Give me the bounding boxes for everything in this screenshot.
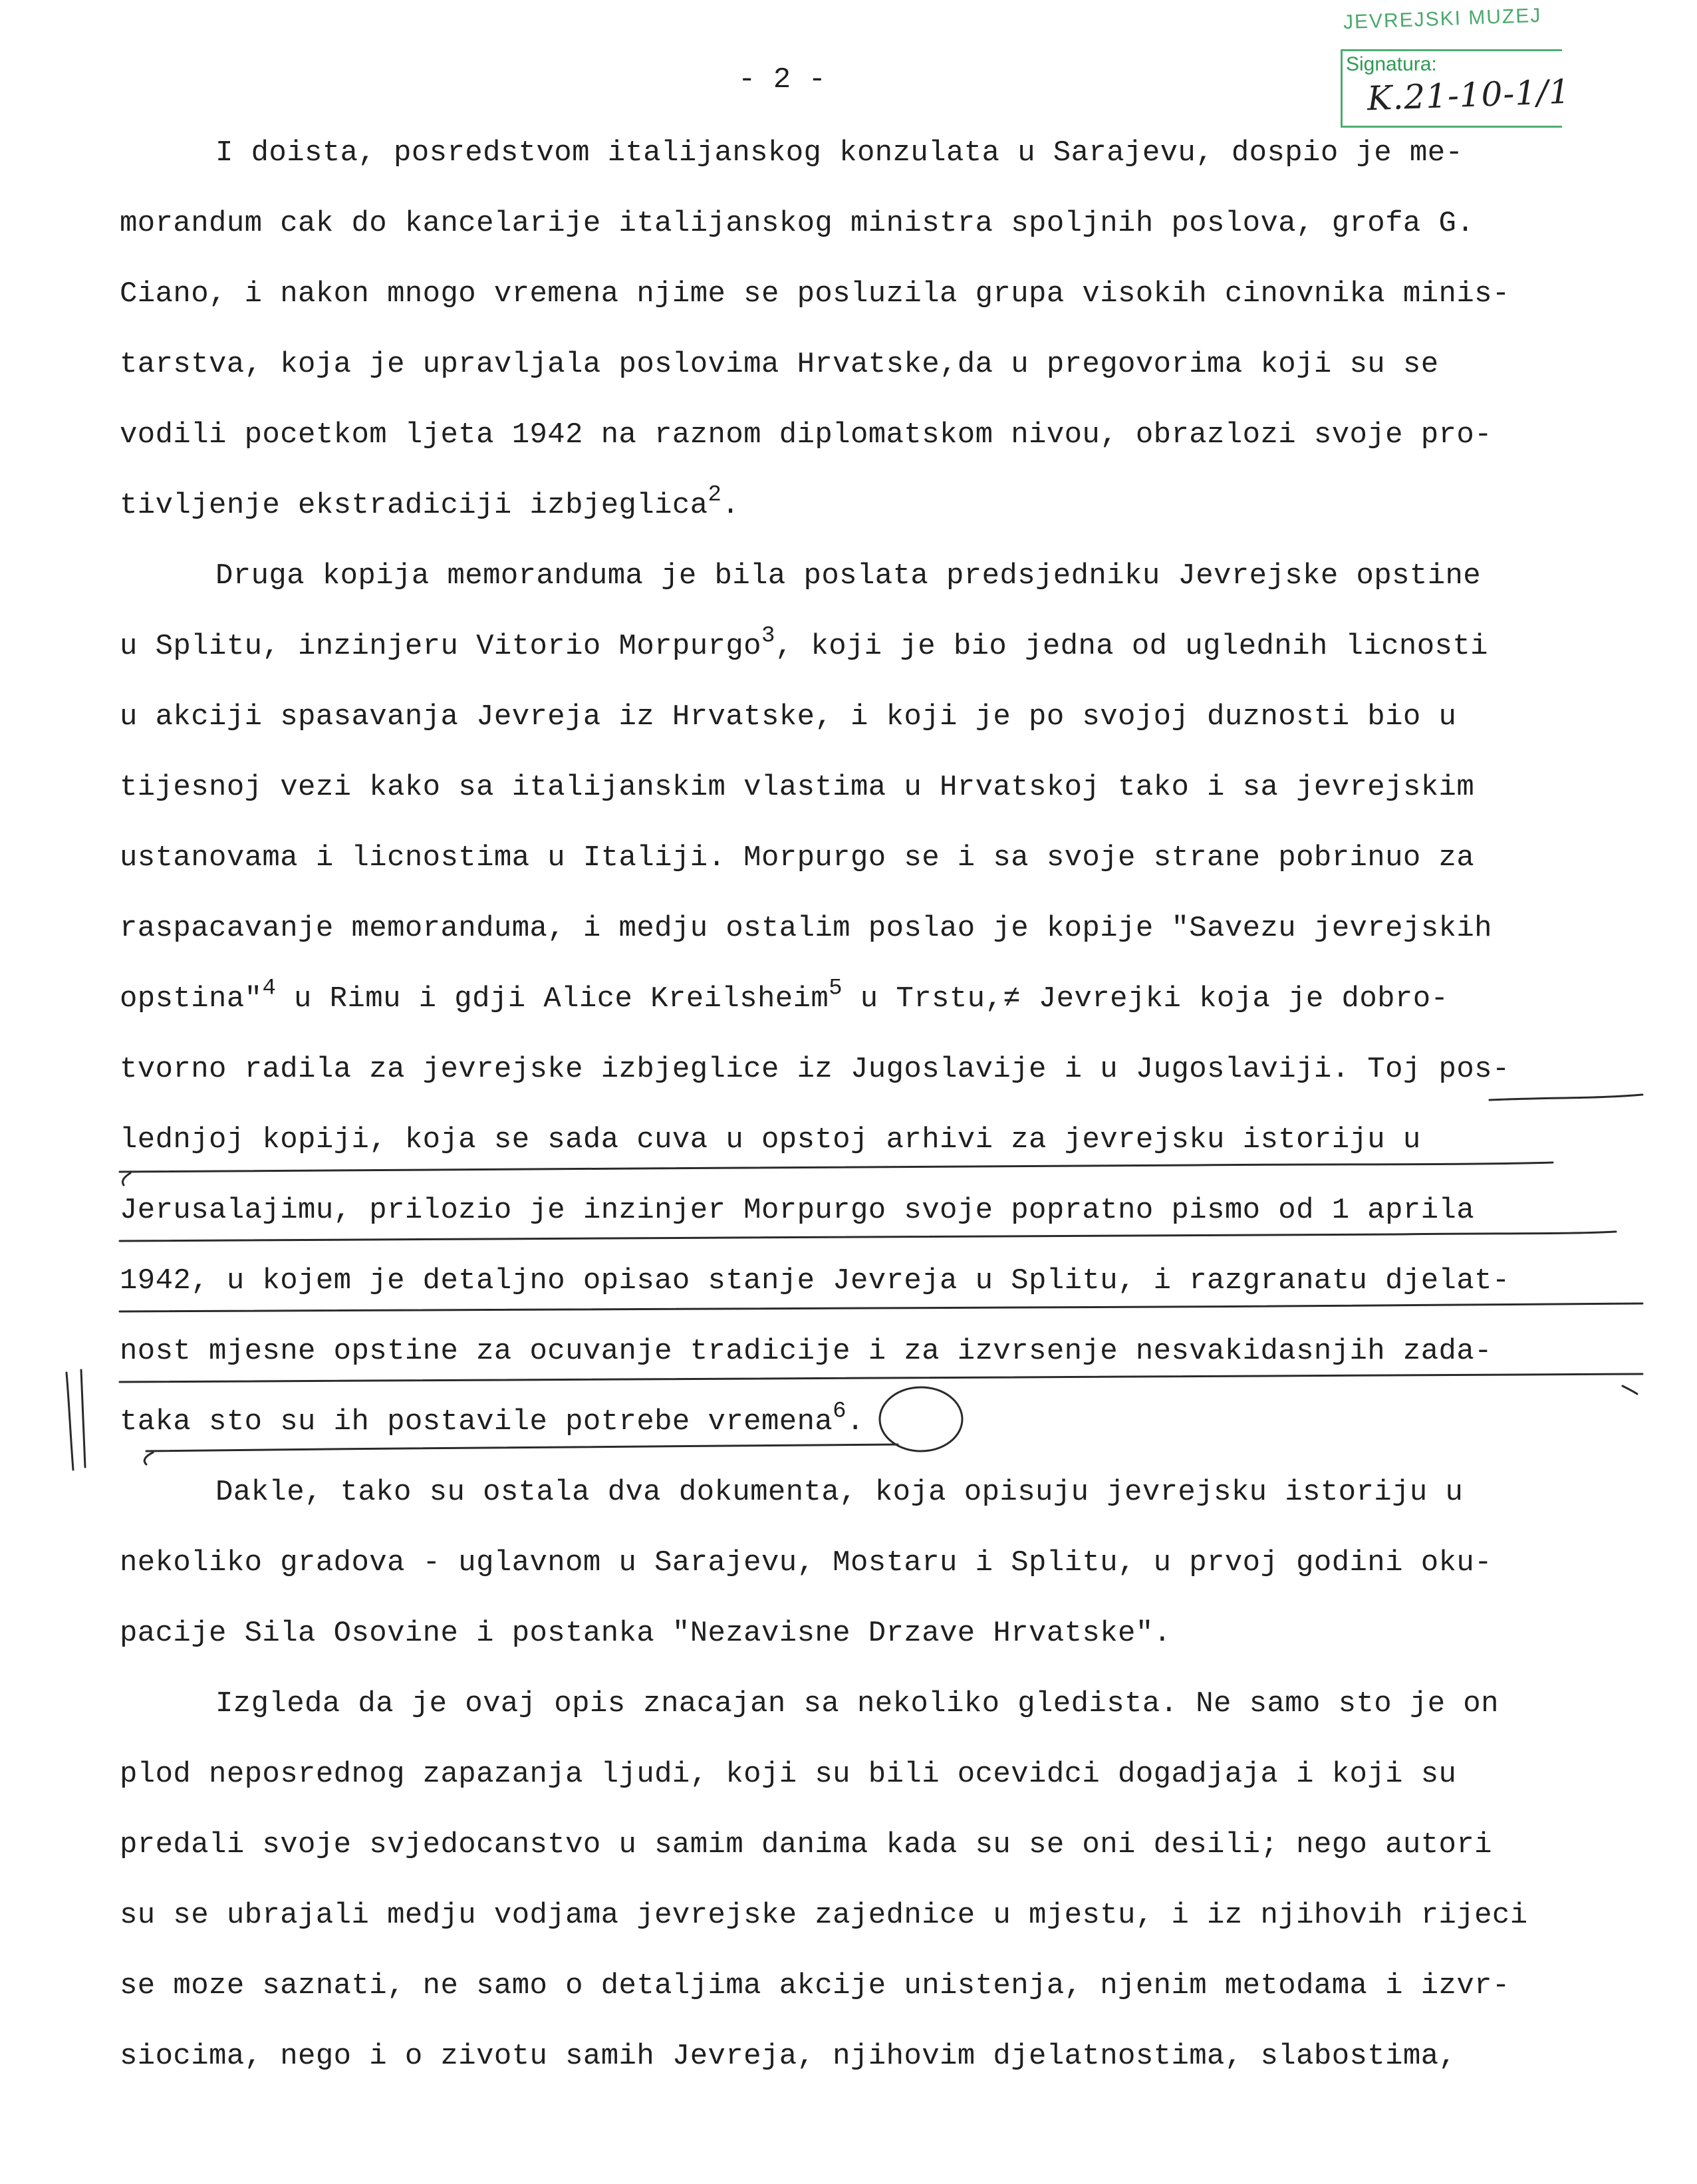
text-line: Ciano, i nakon mnogo vremena njime se posluzila grupa visokih cinovnika minis- [120,277,1510,311]
margin-bar [66,1373,73,1470]
text-line [120,482,740,525]
text-line: siocima, nego i o zivotu samih Jevreja, njihovim djelatnostima, slabostima, [120,2040,1457,2073]
text-span: . [846,1405,864,1438]
circle-mark [880,1387,962,1451]
text-line: 1942, u kojem je detaljno opisao stanje Jevreja u Splitu, i razgranatu djelat- [120,1264,1510,1297]
text-line: morandum cak do kancelarije italijanskog ministra spoljnih poslova, grofa G. [120,207,1475,240]
text-span: . [721,489,740,522]
text-span: u Rimu i gdji Alice Kreilsheim [276,982,829,1016]
underline-mark [1490,1095,1642,1100]
underline-mark [120,1232,1616,1241]
underline-mark [120,1162,1553,1172]
page-number: - 2 - [738,63,827,96]
footnote-marker: 3 [761,623,775,649]
text-span: taka sto su ih postavile potrebe vremena [120,1405,833,1438]
text-line: pacije Sila Osovine i postanka "Nezavisne Drzave Hrvatske". [120,1617,1172,1650]
text-line: vodili pocetkom ljeta 1942 na raznom diplomatskom nivou, obrazlozi svoje pro- [120,418,1492,452]
text-line [120,1399,864,1442]
archive-stamp [1337,4,1571,125]
footnote-marker: 6 [833,1399,847,1425]
footnote-marker: 4 [262,976,277,1002]
text-line: lednjoj kopiji, koja se sada cuva u opstoj arhivi za jevrejsku istoriju u [120,1123,1421,1157]
text-span: u Trstu,≠ Jevrejki koja je dobro- [843,982,1449,1016]
stamp-label: Signatura: [1346,53,1437,75]
text-line: predali svoje svjedocanstvo u samim danima kada su se oni desili; nego autori [120,1828,1492,1861]
text-line: Dakle, tako su ostala dva dokumenta, koja opisuju jevrejsku istoriju u [215,1476,1464,1509]
text-span: , koji je bio jedna od uglednih licnosti [775,630,1488,663]
text-span: opstina" [120,982,263,1016]
text-line: tvorno radila za jevrejske izbjeglice iz Jugoslavije i u Jugoslaviji. Toj pos- [120,1053,1510,1086]
text-line: se moze saznati, ne samo o detaljima akcije unistenja, njenim metodama i izvr- [120,1969,1510,2002]
text-line: nekoliko gradova - uglavnom u Sarajevu, Mostaru i Splitu, u prvoj godini oku- [120,1546,1492,1579]
stamp-title: JEVREJSKI MUZEJ [1343,4,1542,34]
footnote-marker: 2 [708,482,722,508]
text-line [120,623,1488,666]
text-span: u Splitu, inzinjeru Vitorio Morpurgo [120,630,761,663]
text-line: ustanovama i licnostima u Italiji. Morpurgo se i sa svoje strane pobrinuo za [120,841,1475,875]
text-line: u akciji spasavanja Jevreja iz Hrvatske, i koji je po svojoj duznosti bio u [120,700,1457,734]
text-line: su se ubrajali medju vodjama jevrejske zajednice u mjestu, i iz njihovih rijeci [120,1899,1528,1932]
margin-bar [81,1370,85,1467]
hook-mark [144,1452,153,1464]
hook-mark [122,1173,130,1185]
text-line: Izgleda da je ovaj opis znacajan sa nekoliko gledista. Ne samo sto je on [215,1687,1499,1720]
text-line: tarstva, koja je upravljala poslovima Hrvatske,da u pregovorima koji su se [120,348,1439,381]
text-line: nost mjesne opstine za ocuvanje tradicije i za izvrsenje nesvakidasnjih zada- [120,1335,1492,1368]
text-line: I doista, posredstvom italijanskog konzulata u Sarajevu, dospio je me- [215,136,1464,170]
text-line: Druga kopija memoranduma je bila poslata predsjedniku Jevrejske opstine [215,559,1482,593]
text-line: tijesnoj vezi kako sa italijanskim vlastima u Hrvatskoj tako i sa jevrejskim [120,771,1475,804]
text-line: plod neposrednog zapazanja ljudi, koji su bili ocevidci dogadjaja i koji su [120,1758,1457,1791]
text-line: raspacavanje memoranduma, i medju ostalim poslao je kopije "Savezu jevrejskih [120,912,1492,945]
text-span: tivljenje ekstradiciji izbjeglica [120,489,708,522]
text-line: Jerusalajimu, prilozio je inzinjer Morpurgo svoje popratno pismo od 1 aprila [120,1194,1475,1227]
footnote-marker: 5 [829,976,843,1002]
text-line [120,976,1449,1019]
underline-mark [120,1303,1642,1311]
underline-mark [120,1374,1642,1382]
underline-mark [146,1444,898,1451]
stamp-signature: K.21-10-1/1 [1367,72,1571,118]
underline-mark [1623,1386,1637,1394]
